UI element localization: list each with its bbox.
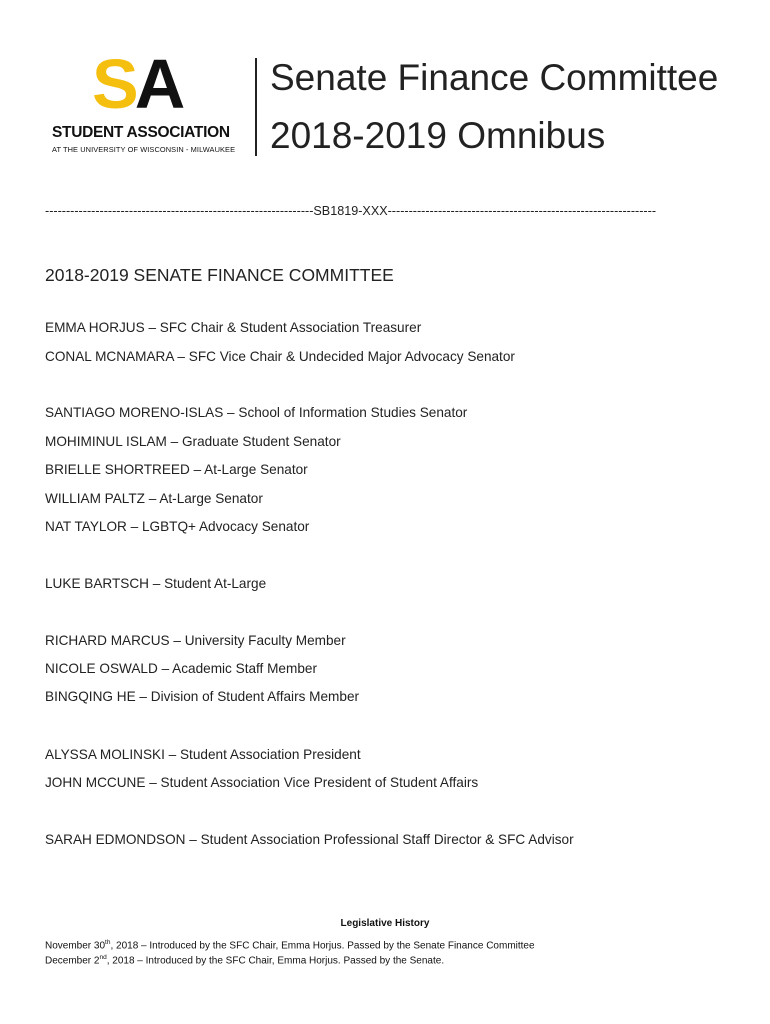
section-heading: 2018-2019 SENATE FINANCE COMMITTEE [45, 265, 394, 285]
member-entry: MOHIMINUL ISLAM – Graduate Student Senator [45, 434, 341, 449]
member-entry: JOHN MCCUNE – Student Association Vice President of Student Affairs [45, 775, 479, 790]
member-entry: EMMA HORJUS – SFC Chair & Student Association Treasurer [45, 320, 422, 335]
logo-letter-a: A [134, 45, 182, 123]
document-title-line1: Senate Finance Committee [270, 57, 719, 98]
history-entry: November 30th, 2018 – Introduced by the SFC Chair, Emma Horjus. Passed by the Senate Finance Committee [45, 939, 535, 952]
document-title-line2: 2018-2019 Omnibus [270, 115, 606, 156]
logo-letter-s: S [92, 45, 135, 123]
member-entry: SANTIAGO MORENO-ISLAS – School of Information Studies Senator [45, 405, 468, 420]
logo-subtitle: AT THE UNIVERSITY OF WISCONSIN - MILWAUKEE [52, 145, 236, 154]
member-entry: ALYSSA MOLINSKI – Student Association President [45, 747, 361, 762]
member-entry: NAT TAYLOR – LGBTQ+ Advocacy Senator [45, 519, 310, 534]
member-entry: RICHARD MARCUS – University Faculty Member [45, 633, 346, 648]
bill-number-line: ----------------------------------------------------------------SB1819-XXX---------------------------------------------------------------- [45, 204, 657, 218]
legislative-history-title: Legislative History [340, 918, 430, 929]
member-entry: CONAL MCNAMARA – SFC Vice Chair & Undecided Major Advocacy Senator [45, 349, 515, 364]
history-entry: December 2nd, 2018 – Introduced by the SFC Chair, Emma Horjus. Passed by the Senate. [45, 954, 445, 967]
member-entry: SARAH EDMONDSON – Student Association Professional Staff Director & SFC Advisor [45, 832, 574, 847]
header-divider [255, 58, 257, 156]
sa-logo-mark [92, 44, 181, 124]
member-entry: BINGQING HE – Division of Student Affairs Member [45, 689, 360, 704]
member-entry: LUKE BARTSCH – Student At-Large [45, 576, 267, 591]
member-entry: NICOLE OSWALD – Academic Staff Member [45, 661, 317, 676]
member-entry: WILLIAM PALTZ – At-Large Senator [45, 491, 263, 506]
logo-organization-name: STUDENT ASSOCIATION [52, 124, 230, 141]
member-entry: BRIELLE SHORTREED – At-Large Senator [45, 462, 308, 477]
student-association-logo [50, 45, 245, 162]
